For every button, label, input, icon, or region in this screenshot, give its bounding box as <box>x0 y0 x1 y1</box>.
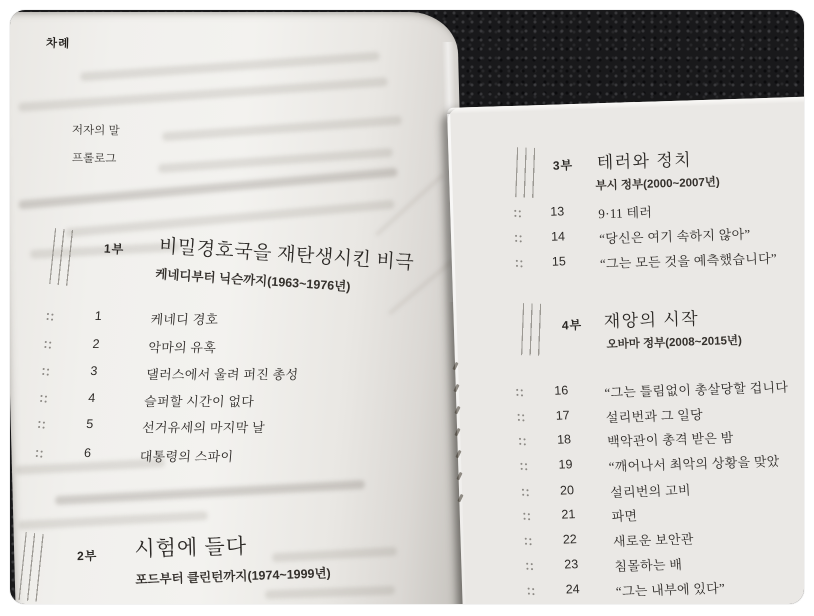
chapter-title: “깨어나서 최악의 상황을 맞았 <box>608 453 781 475</box>
chapter-number: 6 <box>83 446 92 460</box>
chapter-number: 1 <box>94 309 103 323</box>
chapter-title: 선거유세의 마지막 날 <box>141 420 266 435</box>
part4-chapter-list <box>456 368 804 604</box>
leader-dots-icon <box>42 368 51 377</box>
leader-dots-icon <box>38 421 47 430</box>
leader-dots-icon <box>519 438 528 447</box>
leader-dots-icon <box>518 414 527 423</box>
part1-label: 1부 <box>103 241 125 257</box>
part4-title: 재앙의 시작 <box>603 309 700 332</box>
chapter-title: 슬퍼할 시간이 없다 <box>143 394 255 409</box>
part1-title: 비밀경호국을 재탄생시킨 비극 <box>158 235 415 274</box>
toc-entry <box>25 446 447 466</box>
chapter-number: 2 <box>92 337 101 351</box>
leader-dots-icon <box>523 513 532 522</box>
chapter-number: 5 <box>85 417 94 431</box>
part2-subtitle: 포드부터 클린턴까지(1974~1999년) <box>135 566 331 587</box>
right-page <box>447 95 804 604</box>
chapter-title: 대통령의 스파이 <box>139 449 234 464</box>
leader-dots-icon <box>44 341 53 350</box>
part4-label: 4부 <box>561 317 583 333</box>
part3-subtitle: 부시 정부(2000~2007년) <box>595 176 720 193</box>
chapter-title: “그는 틀림없이 총살당할 겁니다 <box>604 379 789 401</box>
part1-subtitle: 케네디부터 닉슨까지(1963~1976년) <box>154 266 351 294</box>
leader-dots-icon <box>522 489 531 498</box>
toc-entry <box>27 417 449 437</box>
chapter-number: 14 <box>550 229 566 244</box>
part4-subtitle: 오바마 정부(2008~2015년) <box>606 334 743 352</box>
part3-label: 3부 <box>552 158 574 173</box>
chapter-number: 20 <box>559 483 575 498</box>
book-photo <box>10 10 804 604</box>
part3-title: 테러와 정치 <box>596 150 693 173</box>
chapter-title: 파면 <box>611 508 638 525</box>
chapter-title: 백악관이 총격 받은 밤 <box>606 430 735 450</box>
section-marker-icon <box>515 147 536 198</box>
toc-entry <box>29 391 451 411</box>
chapter-number: 19 <box>558 457 573 472</box>
part2-label: 2부 <box>76 548 98 564</box>
chapter-title: 침몰하는 배 <box>614 556 683 574</box>
toc-entry <box>36 309 458 329</box>
chapter-number: 22 <box>562 532 578 547</box>
chapter-title: 댈러스에서 울려 퍼진 총성 <box>145 367 299 382</box>
leader-dots-icon <box>528 587 537 596</box>
chapter-title: 케네디 경호 <box>149 312 219 327</box>
chapter-number: 16 <box>553 383 569 398</box>
leader-dots-icon <box>516 389 525 398</box>
chapter-number: 17 <box>555 408 571 423</box>
chapter-title: 악마의 유혹 <box>147 340 217 355</box>
leader-dots-icon <box>520 463 529 472</box>
leader-dots-icon <box>515 235 523 244</box>
chapter-title: “그는 모든 것을 예측했습니다” <box>599 250 778 272</box>
leader-dots-icon <box>526 562 535 571</box>
leader-dots-icon <box>46 313 55 322</box>
toc-header: 차례 <box>45 37 71 51</box>
leader-dots-icon <box>516 260 524 269</box>
chapter-number: 15 <box>551 254 567 269</box>
chapter-number: 3 <box>89 364 98 378</box>
front-matter-author-note: 저자의 말 <box>71 124 120 138</box>
part1-chapter-list <box>25 301 458 471</box>
chapter-number: 24 <box>565 582 581 597</box>
chapter-number: 18 <box>556 432 572 447</box>
leader-dots-icon <box>514 210 522 219</box>
chapter-title: “당신은 여기 속하지 않아” <box>598 226 751 247</box>
leader-dots-icon <box>36 450 45 459</box>
leader-dots-icon <box>40 395 49 404</box>
toc-entry <box>34 337 456 357</box>
chapter-title: 새로운 보안관 <box>612 531 695 549</box>
part2-title: 시험에 들다 <box>134 534 248 561</box>
toc-entry <box>31 364 453 384</box>
chapter-number: 21 <box>561 507 576 522</box>
chapter-title: 9·11 테러 <box>598 204 653 222</box>
chapter-number: 13 <box>550 204 565 219</box>
leader-dots-icon <box>525 538 534 547</box>
chapter-title: 설리번의 고비 <box>609 482 692 501</box>
chapter-title: “그는 내부에 있다” <box>615 580 726 599</box>
section-marker-icon <box>521 303 542 356</box>
front-matter-prologue: 프롤로그 <box>71 152 117 166</box>
chapter-number: 23 <box>563 557 579 572</box>
part3-chapter-list <box>450 189 804 282</box>
chapter-number: 4 <box>87 391 96 405</box>
chapter-title: 설리번과 그 일당 <box>605 407 704 426</box>
